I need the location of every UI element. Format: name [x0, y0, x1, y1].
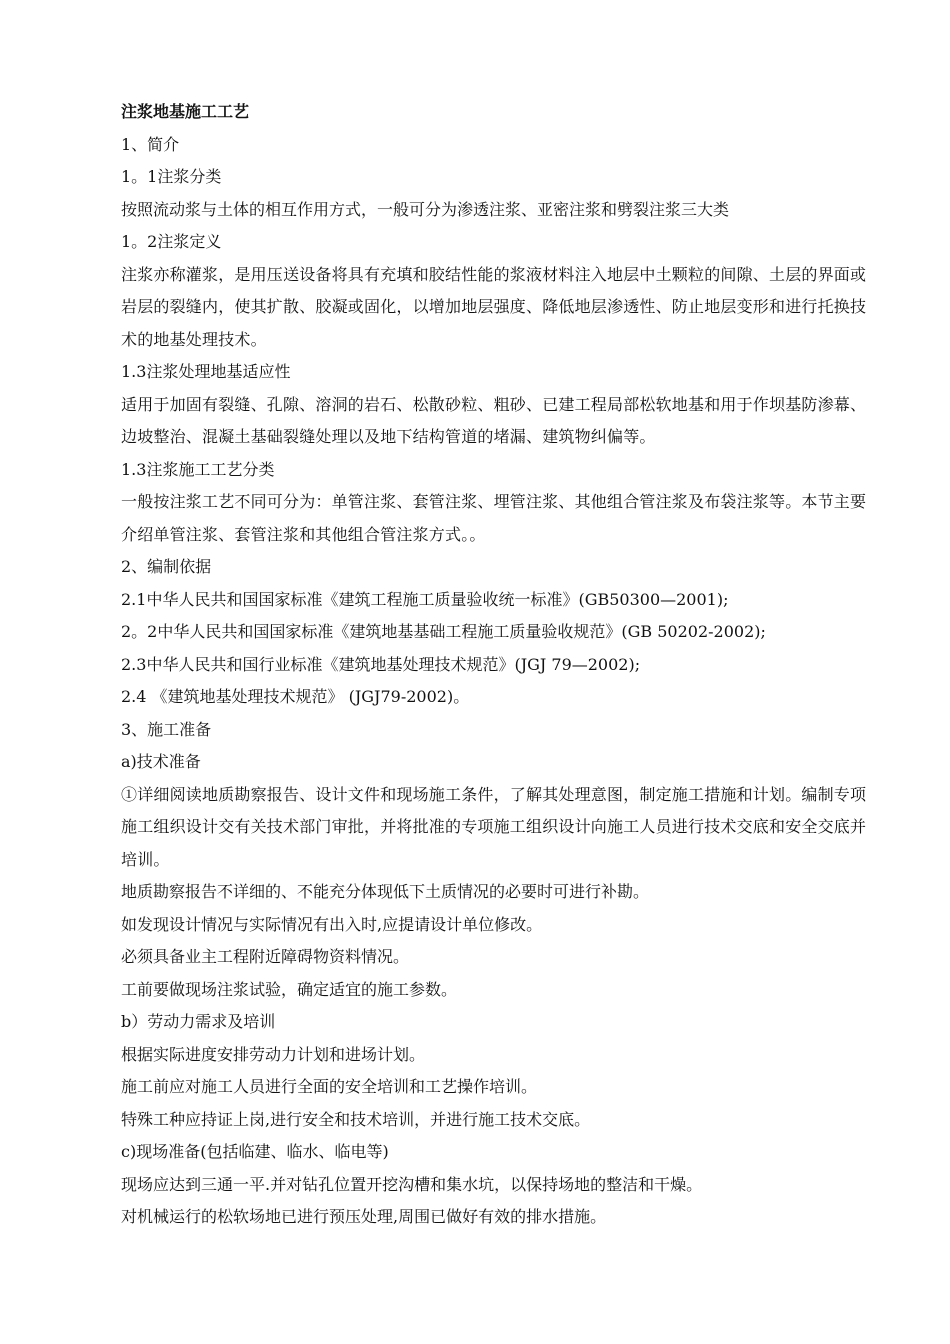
paragraph-applicability: 适用于加固有裂缝、孔隙、溶洞的岩石、松散砂粒、粗砂、已建工程局部松软地基和用于作坝基防渗幕、边坡整治、混凝土基础裂缝处理以及地下结构管道的堵漏、建筑物纠偏等。 [121, 394, 867, 446]
document-body [121, 96, 871, 1234]
site-line-drainage: 对机械运行的松软场地已进行预压处理,周围已做好有效的排水措施。 [121, 1207, 607, 1226]
labor-line-special: 特殊工种应持证上岗,进行安全和技术培训，并进行施工技术交底。 [121, 1109, 591, 1129]
basis-item-2: 2。2中华人民共和国国家标准《建筑地基基础工程施工质量验收规范》(GB 50202-2002); [121, 622, 766, 641]
site-line-leveling: 现场应达到三通一平.并对钻孔位置开挖沟槽和集水坑，以保持场地的整洁和干燥。 [121, 1174, 703, 1194]
paragraph-process-classification: 一般按注浆工艺不同可分为：单管注浆、套管注浆、埋管注浆、其他组合管注浆及布袋注浆等。本节主要介绍单管注浆、套管注浆和其他组合管注浆方式。。 [121, 492, 867, 544]
paragraph-technical-preparation: ①详细阅读地质勘察报告、设计文件和现场施工条件，了解其处理意图，制定施工措施和计划。编制专项施工组织设计交有关技术部门审批，并将批准的专项施工组织设计向施工人员进行技术交底和安全交底并培训。 [121, 784, 867, 869]
subheading-grouting-definition: 1。2注浆定义 [121, 232, 222, 251]
basis-item-1: 2.1中华人民共和国国家标准《建筑工程施工质量验收统一标准》(GB50300—2001); [121, 589, 729, 609]
document-title: 注浆地基施工工艺 [121, 102, 250, 121]
prep-line-survey: 地质勘察报告不详细的、不能充分体现低下土质情况的必要时可进行补勘。 [121, 882, 650, 901]
labor-line-training: 施工前应对施工人员进行全面的安全培训和工艺操作培训。 [121, 1077, 538, 1096]
subheading-process-classification: 1.3注浆施工工艺分类 [121, 459, 275, 479]
subheading-labor: b）劳动力需求及培训 [121, 1012, 276, 1031]
section-heading-intro: 1、简介 [121, 134, 180, 154]
subheading-site-preparation: c)现场准备(包括临建、临水、临电等) [121, 1142, 389, 1161]
prep-line-trial: 工前要做现场注浆试验，确定适宜的施工参数。 [121, 979, 458, 999]
prep-line-obstacles: 必须具备业主工程附近障碍物资料情况。 [121, 947, 410, 966]
labor-line-plan: 根据实际进度安排劳动力计划和进场计划。 [121, 1044, 426, 1064]
section-heading-basis: 2、编制依据 [121, 557, 212, 576]
basis-item-4: 2.4 《建筑地基处理技术规范》 (JGJ79-2002)。 [121, 687, 470, 706]
paragraph-grouting-types: 按照流动浆与土体的相互作用方式，一般可分为渗透注浆、亚密注浆和劈裂注浆三大类 [121, 199, 730, 219]
section-heading-preparation: 3、施工准备 [121, 719, 212, 739]
subheading-grouting-types: 1。1注浆分类 [121, 167, 222, 186]
subheading-applicability: 1.3注浆处理地基适应性 [121, 362, 291, 381]
basis-item-3: 2.3中华人民共和国行业标准《建筑地基处理技术规范》(JGJ 79—2002); [121, 654, 641, 674]
prep-line-design-changes: 如发现设计情况与实际情况有出入时,应提请设计单位修改。 [121, 914, 543, 934]
paragraph-grouting-definition: 注浆亦称灌浆，是用压送设备将具有充填和胶结性能的浆液材料注入地层中土颗粒的间隙、土层的界面或岩层的裂缝内，使其扩散、胶凝或固化，以增加地层强度、降低地层渗透性、防止地层变形和进行托换技术的地基处理技术。 [121, 264, 867, 349]
subheading-technical-preparation: a)技术准备 [121, 752, 201, 771]
